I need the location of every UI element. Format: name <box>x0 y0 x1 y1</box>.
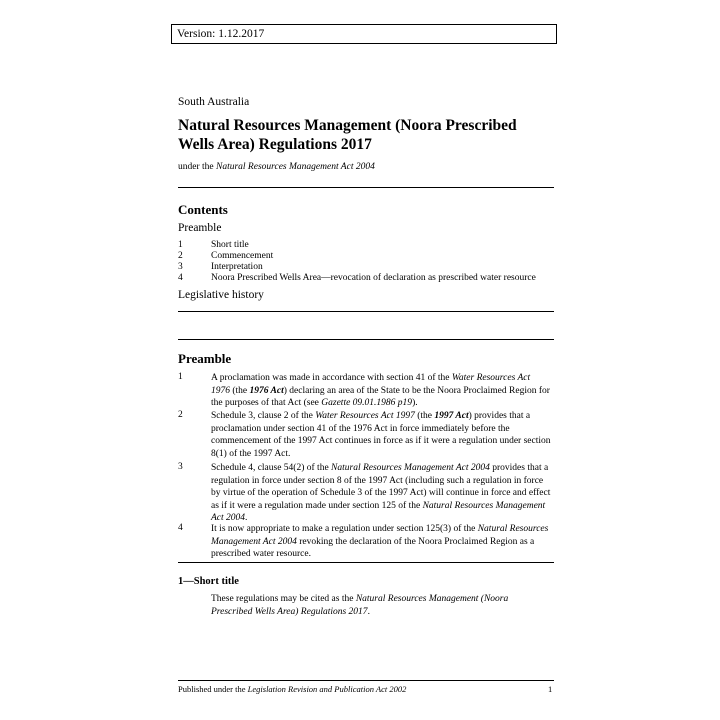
jurisdiction: South Australia <box>178 96 250 108</box>
divider <box>178 339 554 340</box>
toc-item-num: 3 <box>178 262 183 272</box>
page-number: 1 <box>548 684 553 694</box>
page-title <box>178 116 558 154</box>
toc-legislative-history: Legislative history <box>178 289 264 301</box>
title-line-1: Natural Resources Management (Noora Prescribed <box>178 117 517 134</box>
under-prefix: under the <box>178 162 216 172</box>
toc-item-num: 1 <box>178 240 183 250</box>
preamble-paragraph: Schedule 3, clause 2 of the Water Resources Act 1997 (the 1997 Act) provides that a proclamation under section 41 of the 1976 Act in force immediately before the commencement of the 1997 Act continues in force as if it were a regulation under section 8(1) of the 1997 Act. <box>211 411 551 459</box>
toc-item-title: Interpretation <box>211 262 263 272</box>
toc-item-num: 2 <box>178 251 183 261</box>
toc-preamble: Preamble <box>178 222 222 234</box>
preamble-heading: Preamble <box>178 351 232 366</box>
preamble-num: 3 <box>178 462 183 472</box>
version-label: Version: 1.12.2017 <box>177 28 265 40</box>
preamble-num: 4 <box>178 523 183 533</box>
preamble-paragraph: It is now appropriate to make a regulation under section 125(3) of the Natural Resources Management Act 2004 revoking the declaration of the Noora Proclaimed Region as a prescribed water resource. <box>211 524 549 559</box>
preamble-num: 1 <box>178 372 183 382</box>
toc-item-title: Short title <box>211 240 249 250</box>
contents-heading: Contents <box>178 202 228 217</box>
footer-divider <box>178 680 554 681</box>
enabling-act-line <box>178 162 375 172</box>
title-line-2: Wells Area) Regulations 2017 <box>178 136 372 153</box>
enabling-act: Natural Resources Management Act 2004 <box>216 162 375 172</box>
divider <box>178 562 554 563</box>
footer-publisher: Published under the Legislation Revision and Publication Act 2002 <box>178 684 407 694</box>
preamble-paragraph: A proclamation was made in accordance with section 41 of the Water Resources Act 1976 (the 1976 Act) declaring an area of the State to be the Noora Proclaimed Region for the purposes of that Act (see Gazette 09.01.1986 p19). <box>211 373 550 408</box>
section-heading: 1—Short title <box>178 576 239 587</box>
version-box <box>171 24 557 44</box>
preamble-num: 2 <box>178 410 183 420</box>
divider <box>178 187 554 188</box>
toc-item-num: 4 <box>178 273 183 283</box>
toc-item-title: Commencement <box>211 251 274 261</box>
divider <box>178 311 554 312</box>
section-text: These regulations may be cited as the Natural Resources Management (Noora Prescribed Wells Area) Regulations 2017. <box>211 594 509 617</box>
preamble-paragraph: Schedule 4, clause 54(2) of the Natural Resources Management Act 2004 provides that a regulation in force under section 8 of the 1997 Act (including such a regulation in force by virtue of the operation of Schedule 3 of the 1997 Act) will continue in force and effect as if it were a regulation made under section 125 of the Natural Resources Management Act 2004. <box>211 463 551 523</box>
toc-item-title: Noora Prescribed Wells Area—revocation of declaration as prescribed water resource <box>211 273 536 283</box>
